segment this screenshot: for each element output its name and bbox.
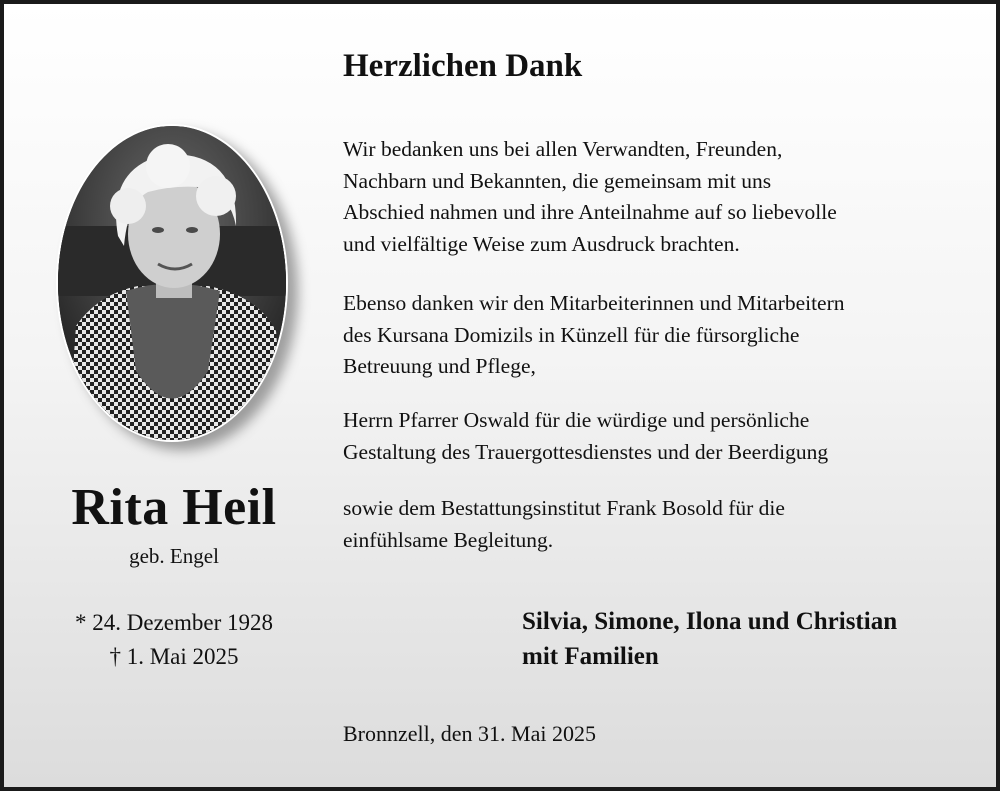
signature-line: Silvia, Simone, Ilona und Christian [522,608,898,635]
maiden-name: geb. Engel [129,544,219,568]
family-signature [522,604,897,674]
text-line: Abschied nahmen und ihre Anteilnahme auf so liebevolle [343,200,837,224]
thanks-paragraph-staff [343,288,963,383]
text-line: Herrn Pfarrer Oswald für die würdige und persönliche [343,408,810,432]
death-date: † 1. Mai 2025 [109,644,239,669]
text-line: Gestaltung des Trauergottesdienstes und der Beerdigung [343,439,829,464]
text-line: des Kursana Domizils in Künzell für die fürsorgliche [343,322,800,347]
text-line: einfühlsame Begleitung. [343,527,554,552]
text-line: Betreuung und Pflege, [343,354,536,378]
thanks-paragraph-pastor [343,405,963,468]
notice-heading: Herzlichen Dank [343,48,583,84]
text-line: Ebenso danken wir den Mitarbeiterinnen und Mitarbeitern [343,291,845,315]
text-line: sowie dem Bestattungsinstitut Frank Bosold für die [343,496,785,520]
portrait-illustration [58,126,286,440]
signature-line: mit Familien [522,643,659,670]
portrait-photo [56,124,288,442]
thanks-paragraph-funeral-home [343,493,963,556]
text-line: und vielfältige Weise zum Ausdruck brachten. [343,231,740,256]
text-line: Wir bedanken uns bei allen Verwandten, Freunden, [343,137,783,161]
portrait-photo-frame [56,124,292,446]
place-and-date: Bronnzell, den 31. Mai 2025 [343,721,596,746]
text-line: Nachbarn und Bekannten, die gemeinsam mit uns [343,168,772,193]
thanks-paragraph-relatives [343,134,963,260]
deceased-name: Rita Heil [71,479,277,536]
birth-date: * 24. Dezember 1928 [75,610,273,635]
